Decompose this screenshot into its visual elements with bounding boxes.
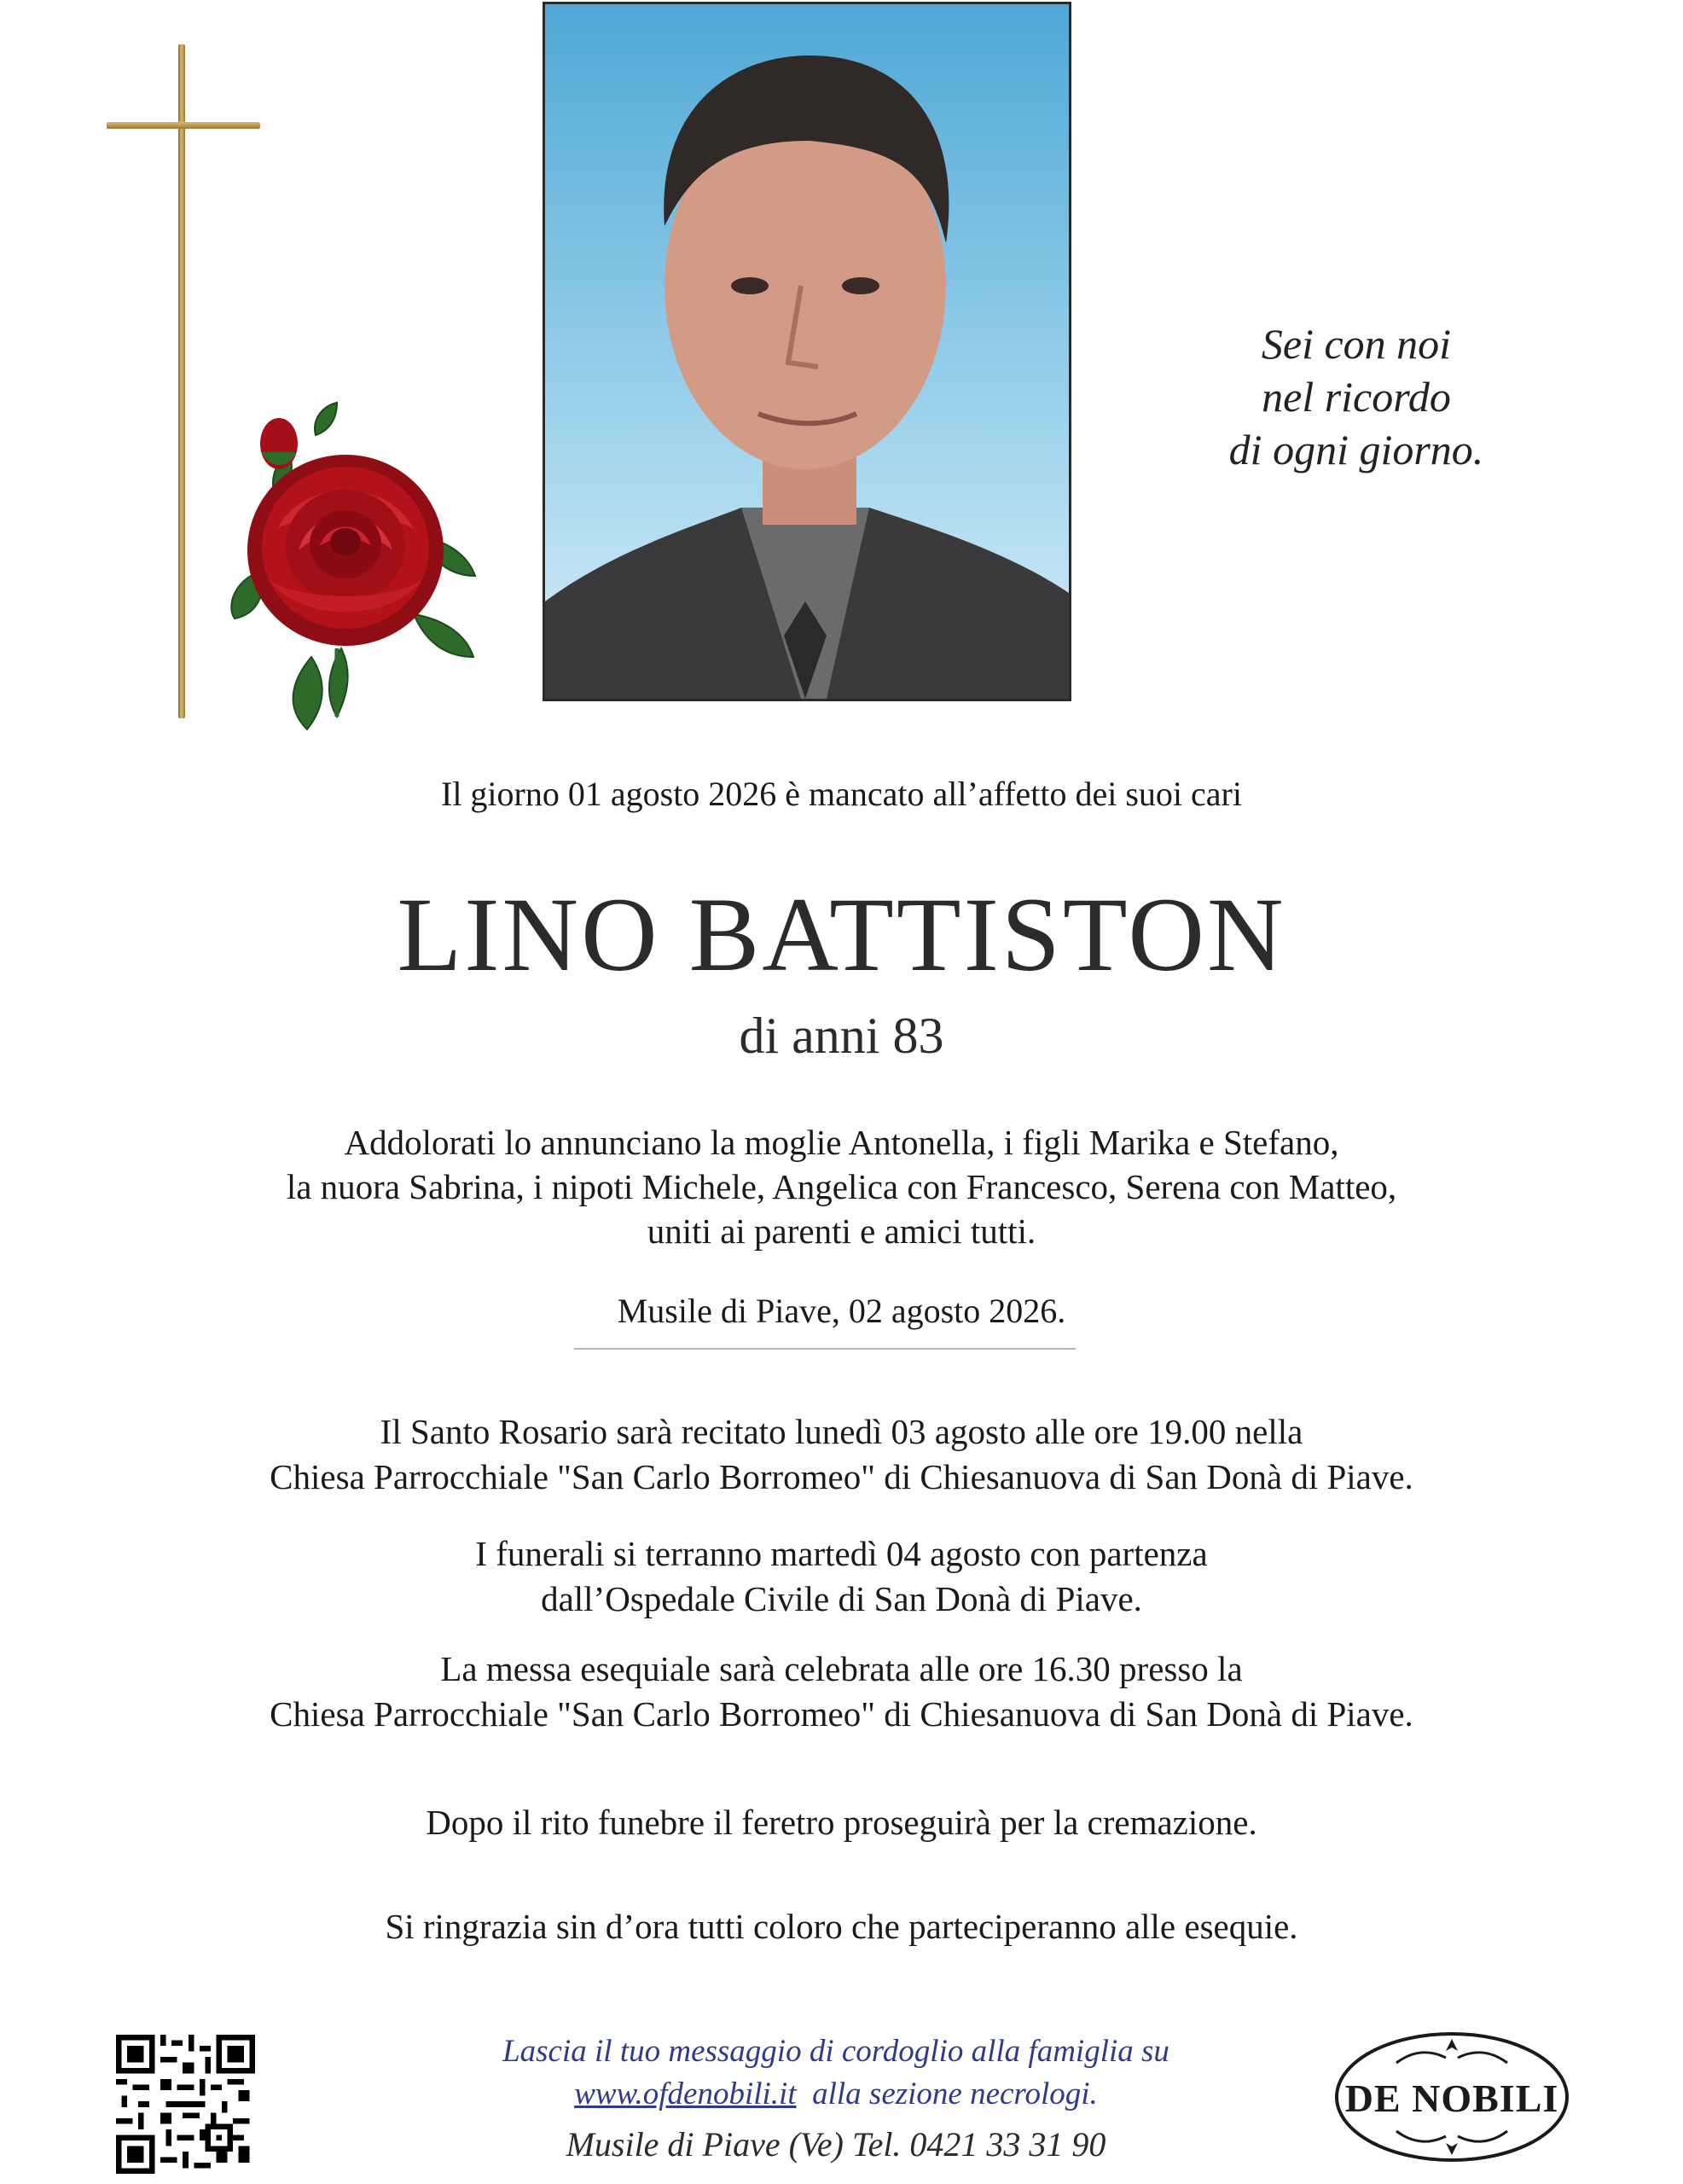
thanks-note: Si ringrazia sin d’ora tutti coloro che parteciperanno alle esequie.	[385, 1907, 1298, 1946]
condolence-message	[358, 2030, 1314, 2116]
quote-line: nel ricordo	[1262, 373, 1451, 421]
mass-line: La messa esequiale sarà celebrata alle ore 16.30 presso la	[440, 1649, 1243, 1688]
rosario-info	[0, 1409, 1683, 1500]
announcement-line: Addolorati lo annunciano la moglie Antonella, i figli Marika e Stefano,	[344, 1123, 1339, 1162]
portrait-photo	[543, 2, 1071, 701]
cross-icon-bar	[107, 122, 260, 129]
qr-code-icon[interactable]	[116, 2035, 255, 2174]
logo-text: DE NOBILI	[1344, 2077, 1559, 2120]
place-date: Musile di Piave, 02 agosto 2026.	[617, 1292, 1066, 1330]
announcement	[0, 1120, 1683, 1253]
deceased-age: di anni 83	[739, 1008, 944, 1064]
funeral-home-logo	[1332, 2029, 1571, 2165]
rose-icon	[209, 401, 490, 734]
rosario-line: Chiesa Parrocchiale "San Carlo Borromeo" di Chiesanuova di San Donà di Piave.	[270, 1457, 1413, 1496]
quote-line: Sei con noi	[1261, 320, 1452, 368]
portrait-image	[545, 4, 1069, 699]
memorial-quote	[1160, 317, 1552, 476]
website-link[interactable]: www.ofdenobili.it	[574, 2077, 797, 2111]
cross-icon	[178, 44, 185, 718]
mass-info	[0, 1647, 1683, 1737]
intro-text: Il giorno 01 agosto 2026 è mancato all’affetto dei suoi cari	[441, 775, 1242, 813]
cremation-note: Dopo il rito funebre il feretro proseguirà per la cremazione.	[426, 1803, 1257, 1842]
funeral-home-address: Musile di Piave (Ve) Tel. 0421 33 31 90	[566, 2125, 1106, 2164]
mass-line: Chiesa Parrocchiale "San Carlo Borromeo" di Chiesanuova di San Donà di Piave.	[270, 1694, 1413, 1734]
condolence-line	[358, 2073, 1314, 2116]
funeral-info	[0, 1531, 1683, 1622]
divider	[574, 1348, 1076, 1350]
condolence-line: Lascia il tuo messaggio di cordoglio alla famiglia su	[502, 2034, 1169, 2069]
condolence-suffix: alla sezione necrologi.	[812, 2077, 1098, 2111]
announcement-line: la nuora Sabrina, i nipoti Michele, Angelica con Francesco, Serena con Matteo,	[286, 1167, 1397, 1206]
rosario-line: Il Santo Rosario sarà recitato lunedì 03 agosto alle ore 19.00 nella	[380, 1412, 1303, 1451]
quote-line: di ogni giorno.	[1228, 426, 1484, 473]
funeral-line: dall’Ospedale Civile di San Donà di Piave.	[541, 1579, 1142, 1618]
funeral-line: I funerali si terranno martedì 04 agosto con partenza	[475, 1534, 1208, 1573]
deceased-name: LINO BATTISTON	[397, 876, 1286, 993]
announcement-line: uniti ai parenti e amici tutti.	[647, 1211, 1036, 1251]
